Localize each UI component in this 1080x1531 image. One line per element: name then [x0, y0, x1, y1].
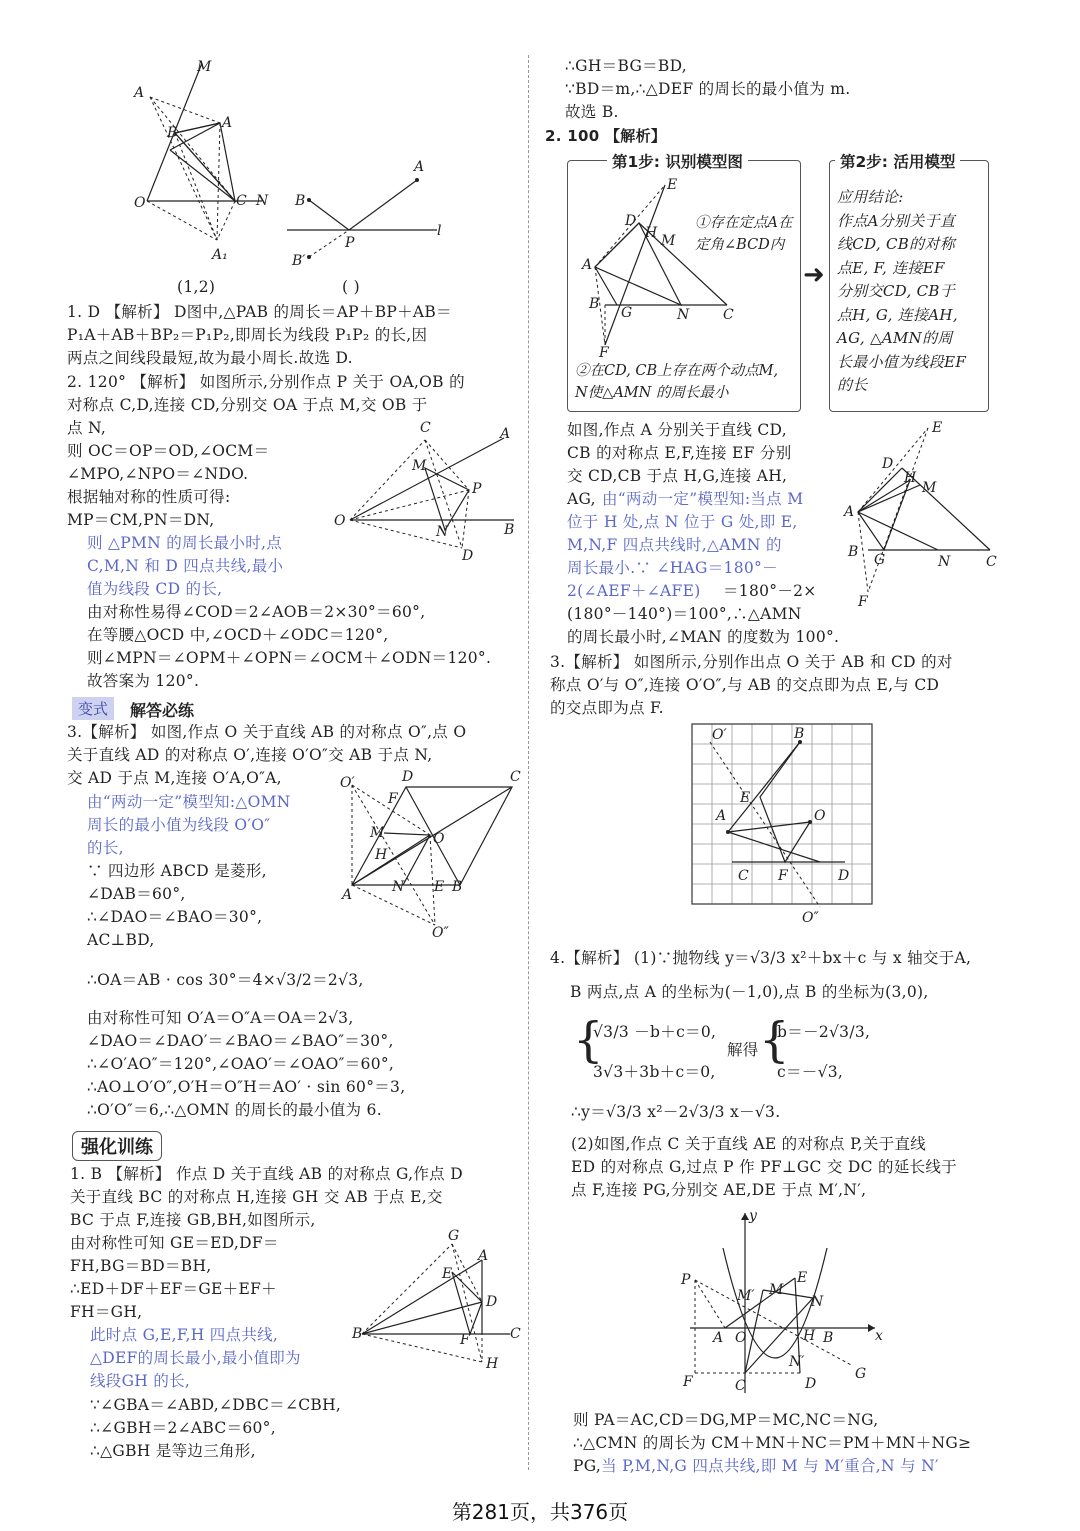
answer-3-right-line: 称点 O′与 O″,连接 O′O″,与 AB 的交点即为点 E,与 CD: [550, 676, 940, 694]
svg-text:D: D: [462, 548, 474, 564]
svg-text:A: A: [716, 808, 727, 824]
answer-3-right-line: 3.【解析】 如图所示,分别作出点 O 关于 AB 和 CD 的对: [550, 653, 953, 671]
svg-text:N: N: [392, 879, 405, 895]
svg-text:M: M: [661, 233, 676, 249]
answer-3-line: ∠DAB＝60°,: [87, 885, 186, 903]
training-answer-1-highlight-line: 此时点 G,E,F,H 四点共线,: [90, 1326, 279, 1344]
solution-brace: {: [759, 1012, 790, 1068]
svg-text:O: O: [334, 513, 346, 529]
answer-2-line: MP＝CM,PN＝DN,: [67, 511, 215, 529]
svg-text:A: A: [134, 85, 145, 101]
svg-text:E: E: [740, 790, 751, 806]
answer-3-line: ∴AO⊥O′O″,O′H＝O″H＝AO′ · sin 60°＝3,: [87, 1078, 406, 1096]
svg-text:C: C: [236, 193, 247, 209]
answer-4-tail-line: ∴△CMN 的周长为 CM＋MN＋NC＝PM＋MN＋NG≥: [573, 1434, 972, 1452]
answer-2-tail-line: (180°－140°)＝100°,∴△AMN: [567, 605, 802, 623]
svg-text:N: N: [677, 307, 690, 323]
svg-text:B: B: [589, 296, 600, 312]
figure-step1-model: [577, 175, 737, 359]
svg-text:M: M: [922, 480, 937, 496]
svg-text:H: H: [645, 225, 658, 241]
answer-3-line: ∠DAO＝∠DAO′＝∠BAO＝∠BAO″＝30°,: [87, 1032, 394, 1050]
answer-2-line: 则 OC＝OP＝OD,∠OCM＝: [67, 442, 270, 460]
variant-title: 解答必练: [130, 701, 195, 720]
answer-2-line: 则∠MPN＝∠OPM＋∠OPN＝∠OCM＋∠ODN＝120°.: [87, 649, 492, 667]
answer-2-line: 点 N,: [67, 419, 107, 437]
answer-2-line: 根据轴对称的性质可得:: [67, 488, 231, 506]
step1-note-2b: N使△AMN 的周长最小: [575, 385, 729, 401]
answer-4-part2-line: 点 F,连接 PG,分别交 AE,DE 于点 M′,N′,: [571, 1181, 867, 1199]
answer-3-line: 交 AD 于点 M,连接 O′A,O″A,: [67, 769, 282, 787]
training-answer-1-line: BC 于点 F,连接 GB,BH,如图所示,: [70, 1211, 316, 1229]
column-divider: [528, 55, 529, 1470]
figure-caption-2: ( ): [342, 278, 360, 296]
answer-2-ag: AG,: [567, 490, 596, 508]
svg-text:B: B: [452, 879, 463, 895]
training-answer-1-line: ∴∠GBH＝2∠ABC＝60°,: [90, 1419, 276, 1437]
answer-2-highlight-line: 周长最小.∵ ∠HAG＝180°－: [567, 559, 778, 577]
answer-2-highlight-line: 位于 H 处,点 N 位于 G 处,即 E,: [567, 513, 798, 531]
answer-1-line: 两点之间线段最短,故为最小周长.故选 D.: [67, 349, 353, 367]
svg-text:B′: B′: [292, 253, 306, 269]
training-answer-1-highlight-line: 线段GH 的长,: [90, 1372, 191, 1390]
svg-text:B: B: [352, 1326, 363, 1342]
answer-3-line: 由对称性可知 O′A＝O″A＝OA＝2√3,: [87, 1009, 354, 1027]
svg-text:O: O: [433, 831, 445, 847]
figure-point-reflection-line: [287, 155, 457, 279]
svg-text:H: H: [486, 1356, 499, 1372]
svg-text:A: A: [222, 115, 233, 131]
step2-text-line: AG, △AMN的周: [837, 329, 953, 347]
training-answer-1-line: 关于直线 BC 的对称点 H,连接 GH 交 AB 于点 E,交: [70, 1188, 443, 1206]
svg-text:E: E: [797, 1270, 808, 1286]
variant-badge: 变式: [72, 697, 114, 720]
svg-text:C: C: [510, 1326, 521, 1342]
training-answer-1-highlight-line: △DEF的周长最小,最小值即为: [90, 1349, 301, 1367]
svg-text:F: F: [460, 1332, 470, 1348]
answer-2-tail-line: 的周长最小时,∠MAN 的度数为 100°.: [567, 628, 840, 646]
section-reinforcement: 强化训练: [72, 1131, 162, 1161]
continuation-line: ∴GH＝BG＝BD,: [565, 57, 688, 75]
answer-2-highlight: 由“两动一定”模型知:当点 M: [602, 490, 804, 508]
svg-text:O″: O″: [432, 925, 449, 941]
svg-text:P: P: [345, 235, 355, 251]
answer-4-head: 4.【解析】 (1)∵抛物线 y＝√3/3 x²＋bx＋c 与 x 轴交于A,: [550, 949, 972, 967]
answer-2-line: ∠MPO,∠NPO＝∠NDO.: [67, 465, 249, 483]
answer-3-line: ∴∠O′AO″＝120°,∠OAO′＝∠OAO″＝60°,: [87, 1055, 395, 1073]
figure-q2-solution: [840, 420, 1005, 614]
answer-3-line: ∴∠DAO＝∠BAO＝30°,: [87, 908, 263, 926]
svg-text:B: B: [794, 726, 805, 742]
svg-text:A: A: [500, 426, 511, 442]
svg-text:F: F: [388, 791, 398, 807]
figure-parabola: [675, 1208, 885, 1402]
answer-4-last-highlight: 当 P,M,N,G 四点共线,即 M 与 M′重合,N 与 N′: [601, 1457, 939, 1475]
answer-2-line: 故答案为 120°.: [87, 672, 200, 690]
svg-text:M: M: [370, 825, 385, 841]
svg-text:C: C: [420, 420, 431, 436]
figure-rhombus: [340, 765, 530, 944]
training-answer-1-line: FH＝GH,: [70, 1303, 143, 1321]
svg-text:E: E: [442, 1266, 453, 1282]
svg-text:N: N: [811, 1294, 824, 1310]
step2-text-line: 线CD, CB的对称: [837, 235, 956, 253]
answer-2-highlight-line: M,N,F 四点共线时,△AMN 的: [567, 536, 782, 554]
answer-4-tail-line: 则 PA＝AC,CD＝DG,MP＝MC,NC＝NG,: [573, 1411, 879, 1429]
svg-text:C: C: [723, 307, 734, 323]
training-answer-1-line: ∴ED＋DF＋EF＝GE＋EF＋: [70, 1280, 277, 1298]
figure-caption: (1,2): [177, 278, 216, 296]
svg-text:B: B: [295, 193, 306, 209]
system-brace: {: [573, 1012, 604, 1068]
svg-text:A: A: [713, 1330, 724, 1346]
svg-text:O: O: [735, 1330, 747, 1346]
svg-text:D: D: [486, 1294, 498, 1310]
step2-text-line: 应用结论:: [837, 188, 904, 206]
answer-2-line: 由对称性易得∠COD＝2∠AOB＝2×30°＝60°,: [87, 603, 426, 621]
svg-text:y: y: [749, 1208, 757, 1224]
svg-text:N: N: [256, 193, 269, 209]
svg-text:N′: N′: [789, 1354, 805, 1370]
answer-1-line: P₁A＋AB＋BP₂＝P₁P₂,即周长为线段 P₁P₂ 的长,因: [67, 326, 428, 344]
svg-text:A: A: [478, 1248, 489, 1264]
svg-text:C: C: [510, 769, 521, 785]
step1-note-1b: 定角∠BCD内: [695, 237, 785, 253]
answer-4-part2-line: (2)如图,作点 C 关于直线 AE 的对称点 P,关于直线: [571, 1135, 927, 1153]
svg-text:B: B: [848, 544, 859, 560]
step2-text-line: 点H, G, 连接AH,: [837, 305, 958, 324]
solve-label: 解得: [727, 1041, 759, 1059]
answer-2-body-line: CB 的对称点 E,F,连接 EF 分别: [567, 444, 792, 462]
svg-text:A: A: [844, 504, 855, 520]
parabola-equation: ∴y＝√3/3 x²－2√3/3 x－√3.: [571, 1103, 781, 1121]
svg-text:B: B: [504, 522, 515, 538]
svg-text:F: F: [778, 868, 788, 884]
step2-text-line: 分别交CD, CB于: [837, 282, 956, 300]
svg-text:F: F: [683, 1374, 693, 1390]
figure-angle-aob: [332, 420, 522, 569]
svg-text:F: F: [858, 594, 868, 610]
answer-4-last-text: PG,: [573, 1457, 602, 1475]
step2-text-line: 点E, F, 连接EF: [837, 258, 945, 277]
answer-3-highlight-line: 周长的最小值为线段 O′O″: [87, 816, 271, 834]
svg-text:D: D: [805, 1376, 817, 1392]
training-answer-1-line: 1. B 【解析】 作点 D 关于直线 AB 的对称点 G,作点 D: [70, 1165, 463, 1183]
answer-4-line: B 两点,点 A 的坐标为(－1,0),点 B 的坐标为(3,0),: [570, 983, 929, 1001]
svg-text:H: H: [375, 847, 388, 863]
answer-2-highlight-line: 则 △PMN 的周长最小时,点: [87, 534, 283, 552]
svg-text:M: M: [769, 1282, 784, 1298]
svg-text:P: P: [472, 481, 482, 497]
answer-2-head: 2. 100 【解析】: [545, 127, 667, 145]
answer-2-line: 在等腰△OCD 中,∠OCD＋∠ODC＝120°,: [87, 626, 389, 644]
svg-text:M′: M′: [737, 1288, 755, 1304]
answer-2-line: 2. 120° 【解析】 如图所示,分别作点 P 关于 OA,OB 的: [67, 373, 465, 391]
svg-text:C: C: [986, 554, 997, 570]
training-answer-1-line: ∴△GBH 是等边三角形,: [90, 1442, 256, 1460]
svg-text:D: D: [625, 213, 637, 229]
step1-note-2: ②在CD, CB上存在两个动点M,: [575, 363, 779, 379]
step2-text-line: 的长: [837, 376, 868, 394]
svg-text:A: A: [342, 887, 353, 903]
answer-4-last: [573, 1456, 939, 1476]
svg-text:N: N: [938, 554, 951, 570]
svg-text:O″: O″: [802, 910, 819, 926]
training-answer-1-line: ∵∠GBA＝∠ABD,∠DBC＝∠CBH,: [90, 1396, 342, 1414]
figure-grid: [690, 722, 880, 936]
answer-3-line: ∵ 四边形 ABCD 是菱形,: [87, 862, 267, 880]
answer-2-body-line: 交 CD,CB 于点 H,G,连接 AH,: [567, 467, 788, 485]
answer-3-highlight-line: 的长,: [87, 839, 124, 857]
svg-text:B: B: [167, 125, 178, 141]
svg-text:H: H: [904, 470, 917, 486]
svg-text:M: M: [412, 458, 427, 474]
answer-2-highlight-line: 值为线段 CD 的长,: [87, 580, 223, 598]
svg-text:A₁: A₁: [212, 247, 228, 263]
svg-text:l: l: [437, 223, 442, 239]
page-footer: 第281页，共376页: [451, 1500, 629, 1524]
step2-title: 第2步: 活用模型: [835, 150, 960, 172]
answer-3-line: AC⊥BD,: [87, 931, 155, 949]
answer-4-part2-line: ED 的对称点 G,过点 P 作 PF⊥GC 交 DC 的延长线于: [571, 1158, 958, 1176]
svg-text:G: G: [855, 1366, 867, 1382]
arrow-icon: ➜: [803, 260, 825, 290]
svg-text:M: M: [197, 59, 212, 75]
svg-text:P: P: [681, 1272, 691, 1288]
svg-text:G: G: [448, 1228, 460, 1244]
solution-b: b＝－2√3/3,: [777, 1023, 871, 1041]
svg-text:B: B: [823, 1330, 834, 1346]
answer-3-right-line: 的交点即为点 F.: [550, 699, 664, 717]
svg-text:O′: O′: [712, 727, 727, 743]
svg-text:A: A: [414, 159, 425, 175]
answer-2-continued: ＝180°－2×: [723, 582, 817, 600]
step1-title: 第1步: 识别模型图: [607, 150, 748, 172]
svg-text:D: D: [402, 769, 414, 785]
step2-text-line: 长最小值为线段EF: [837, 352, 967, 371]
answer-2-line: 对称点 C,D,连接 CD,分别交 OA 于点 M,交 OB 于: [67, 396, 428, 414]
svg-text:F: F: [599, 345, 609, 361]
solution-c: c＝－√3,: [777, 1063, 844, 1081]
svg-text:G: G: [874, 552, 886, 568]
answer-1-line: 1. D 【解析】 D图中,△PAB 的周长＝AP＋BP＋AB＝: [67, 303, 452, 321]
svg-text:E: E: [667, 177, 678, 193]
answer-2-highlight: 2(∠AEF＋∠AFE): [567, 582, 701, 600]
svg-text:G: G: [621, 305, 633, 321]
training-answer-1-line: FH,BG＝BD＝BH,: [70, 1257, 212, 1275]
training-answer-1-line: 由对称性可知 GE＝ED,DF＝: [70, 1234, 279, 1252]
system-eq-1: √3/3 －b＋c＝0,: [593, 1023, 717, 1041]
svg-text:O: O: [134, 195, 146, 211]
answer-3-line: 关于直线 AD 的对称点 O′,连接 O′O″交 AB 于点 N,: [67, 746, 433, 764]
continuation-line: 故选 B.: [565, 103, 619, 121]
svg-text:O: O: [814, 808, 826, 824]
step1-note-1: ①存在定点A在: [695, 215, 793, 231]
answer-3-line: 3.【解析】 如图,作点 O 关于直线 AB 的对称点 O″,点 O: [67, 723, 467, 741]
answer-3-line: ∴O′O″＝6,∴△OMN 的周长的最小值为 6.: [87, 1101, 382, 1119]
svg-text:C: C: [738, 868, 749, 884]
svg-text:E: E: [932, 420, 943, 436]
svg-text:E: E: [434, 879, 445, 895]
answer-2-body-line: 如图,作点 A 分别关于直线 CD,: [567, 421, 787, 439]
svg-text:D: D: [882, 456, 894, 472]
svg-text:C: C: [735, 1378, 746, 1394]
svg-text:A: A: [582, 257, 593, 273]
svg-text:O′: O′: [340, 775, 355, 791]
figure-gbh-triangle: [352, 1228, 527, 1376]
answer-3-highlight-line: 由“两动一定”模型知:△OMN: [87, 793, 291, 811]
answer-2-highlight-line: C,M,N 和 D 四点共线,最小: [87, 557, 284, 575]
svg-text:D: D: [838, 868, 850, 884]
system-eq-2: 3√3＋3b＋c＝0,: [593, 1063, 716, 1081]
continuation-line: ∵BD＝m,∴△DEF 的周长的最小值为 m.: [565, 80, 851, 98]
svg-text:N: N: [436, 524, 449, 540]
svg-text:x: x: [875, 1328, 883, 1344]
svg-text:H: H: [803, 1328, 816, 1344]
answer-3-oa: ∴OA＝AB · cos 30°＝4×√3/2＝2√3,: [87, 971, 364, 989]
step2-text-line: 作点A分别关于直: [837, 211, 956, 230]
